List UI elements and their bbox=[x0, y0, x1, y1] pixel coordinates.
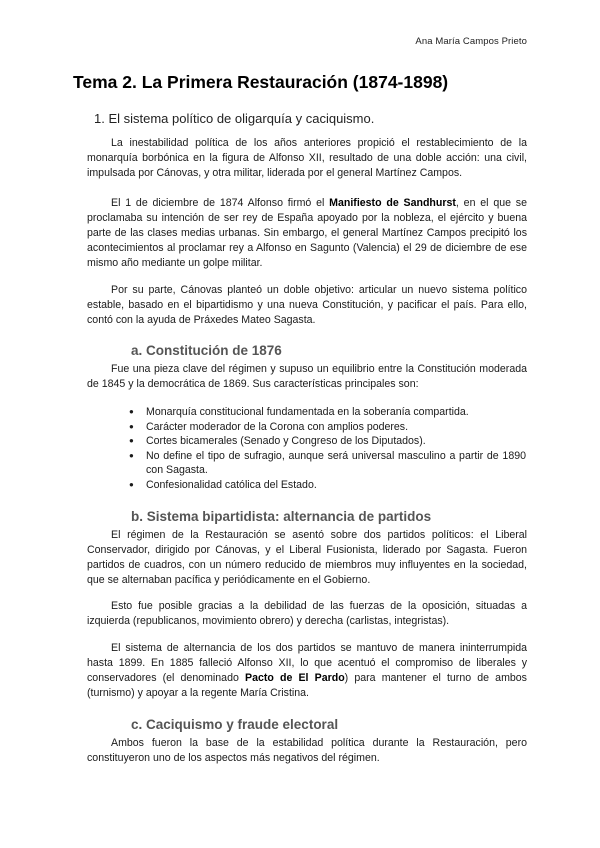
paragraph-text: El 1 de diciembre de 1874 Alfonso firmó el bbox=[111, 197, 330, 209]
subsection-heading-c: c. Caciquismo y fraude electoral bbox=[131, 717, 339, 732]
list-item: ● Cortes bicamerales (Senado y Congreso de los Diputados). bbox=[129, 434, 526, 449]
paragraph-text: Fue una pieza clave del régimen y supuso un equilibrio entre la Constitución moderada de 1845 y la democrática de 1869. Sus características principales son: bbox=[87, 363, 527, 390]
paragraph-text: ) para mantener el turno de ambos (turnismo) y apoyar a la regente María Cristina. bbox=[87, 672, 527, 699]
list-item: ● Carácter moderador de la Corona con amplios poderes. bbox=[129, 420, 526, 435]
subsection-heading-a: a. Constitución de 1876 bbox=[131, 343, 282, 358]
bold-term: Pacto de El Pardo bbox=[245, 672, 345, 684]
paragraph bbox=[87, 136, 527, 181]
paragraph-text: El sistema de alternancia de los dos partidos se mantuvo de manera ininterrumpida hasta 1899. En 1885 falleció Alfonso XII, lo que acentuó el compromiso de liberales y conservadores (el denominado bbox=[87, 642, 527, 684]
paragraph-text: El régimen de la Restauración se asentó sobre dos partidos políticos: el Liberal Conservador, dirigido por Cánovas, y el Liberal Fusionista, liderado por Sagasta. Fueron partidos de cuadros, con un número reducido de miembros muy influyentes en la sociedad, que se alternaban pacífica y periódicamente en el Gobierno. bbox=[87, 529, 527, 586]
section-heading: 1. El sistema político de oligarquía y caciquismo. bbox=[94, 111, 375, 126]
list-item: ● Confesionalidad católica del Estado. bbox=[129, 478, 526, 493]
page-header-author: Ana María Campos Prieto bbox=[415, 36, 527, 47]
paragraph bbox=[87, 283, 527, 328]
paragraph bbox=[87, 528, 527, 588]
list-item: ● Monarquía constitucional fundamentada en la soberanía compartida. bbox=[129, 405, 526, 420]
paragraph-text: La inestabilidad política de los años anteriores propició el restablecimiento de la monarquía borbónica en la figura de Alfonso XII, resultado de una doble acción: una civil, impulsada por Cánovas, y otra militar, liderada por el general Martínez Campos. bbox=[87, 137, 527, 179]
bullet-list bbox=[129, 405, 526, 492]
paragraph bbox=[87, 599, 527, 629]
paragraph bbox=[87, 196, 527, 271]
paragraph bbox=[87, 641, 527, 701]
list-item: ● No define el tipo de sufragio, aunque será universal masculino a partir de 1890 con Sagasta. bbox=[129, 449, 526, 478]
paragraph-text: Esto fue posible gracias a la debilidad de las fuerzas de la oposición, situadas a izquierda (republicanos, movimiento obrero) y derecha (carlistas, integristas). bbox=[87, 600, 527, 627]
paragraph bbox=[87, 362, 527, 392]
bold-term: Manifiesto de Sandhurst bbox=[329, 197, 456, 209]
paragraph-text: Ambos fueron la base de la estabilidad política durante la Restauración, pero constituyeron uno de los aspectos más negativos del régimen. bbox=[87, 737, 527, 764]
paragraph bbox=[87, 736, 527, 766]
paragraph-text: , en el que se proclamaba su intención de ser rey de España apoyado por la nobleza, el ejército y buena parte de las clases medias urbanas. Sin embargo, el general Martínez Campos precipitó los acontecimientos al proclamar rey a Alfonso en Sagunto (Valencia) el 29 de diciembre de ese mismo año mediante un golpe militar. bbox=[87, 197, 527, 269]
document-title: Tema 2. La Primera Restauración (1874-1898) bbox=[73, 72, 449, 92]
paragraph-text: Por su parte, Cánovas planteó un doble objetivo: articular un nuevo sistema político estable, basado en el bipartidismo y una nueva Constitución, y pacificar el país. Para ello, contó con la ayuda de Práxedes Mateo Sagasta. bbox=[87, 284, 527, 326]
subsection-heading-b: b. Sistema bipartidista: alternancia de partidos bbox=[131, 509, 432, 524]
